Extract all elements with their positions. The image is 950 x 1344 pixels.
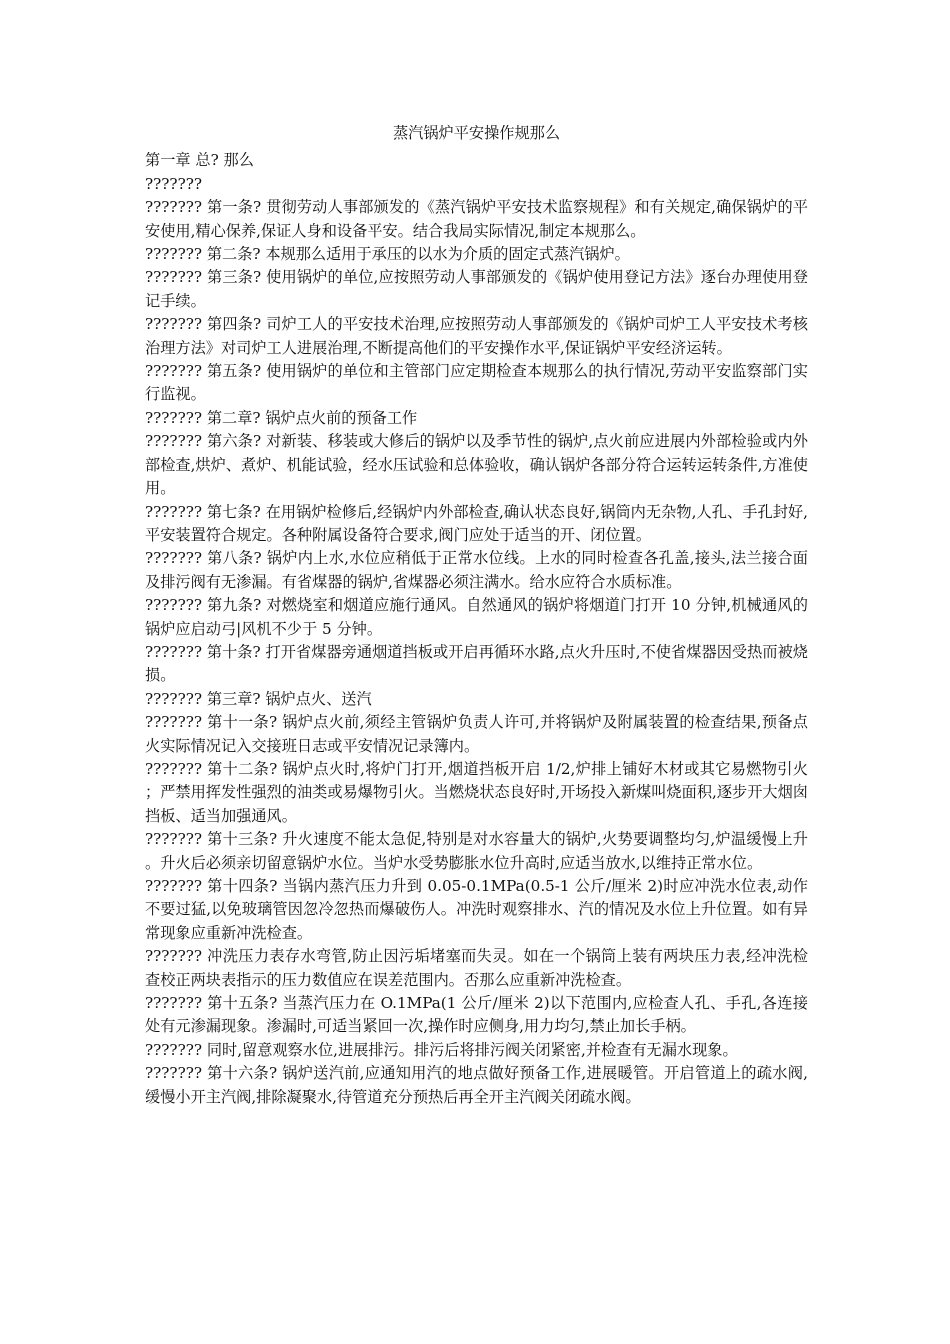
paragraph-article-8: ??????? 第八条? 锅炉内上水,水位应稍低于正常水位线。上水的同时检查各孔盖,接头,法兰接合面及排污阀有无渗漏。有省煤器的锅炉,省煤器必须注满水。给水应符合水质标准。	[145, 549, 808, 591]
paragraph-article-11: ??????? 第十一条? 锅炉点火前,须经主管锅炉负责人许可,并将锅炉及附属装置的检查结果,预备点火实际情况记入交接班日志或平安情况记录簿内。	[145, 713, 808, 755]
paragraph-article-15: ??????? 第十五条? 当蒸汽压力在 O.1MPa(1 公斤/厘米 2)以下范围内,应检查人孔、手孔,各连接处有元渗漏现象。渗漏时,可适当紧回一次,操作时应侧身,用力均匀,禁止加长手柄。	[145, 994, 808, 1036]
paragraph-article-9: ??????? 第九条? 对燃烧室和烟道应施行通风。自然通风的锅炉将烟道门打开 10 分钟,机械通风的锅炉应启动弓|风机不少于 5 分钟。	[145, 596, 808, 638]
paragraph-article-16: ??????? 第十六条? 锅炉送汽前,应通知用汽的地点做好预备工作,进展暖管。开启管道上的疏水阀,缓慢小开主汽阀,排除凝聚水,待管道充分预热后再全开主汽阀关闭疏水阀。	[145, 1064, 808, 1106]
paragraph-chapter-2: ??????? 第二章? 锅炉点火前的预备工作	[145, 408, 418, 427]
paragraph-article-3: ??????? 第三条? 使用锅炉的单位,应按照劳动人事部颁发的《锅炉使用登记方法》逐台办理使用登记手续。	[145, 268, 808, 310]
document-title: 蒸汽锅炉平安操作规那么	[392, 124, 561, 142]
paragraph-placeholder: ???????	[145, 174, 202, 193]
paragraph-article-10: ??????? 第十条? 打开省煤器旁通烟道挡板或开启再循环水路,点火升压时,不使省煤器因受热而被烧损。	[145, 642, 808, 685]
paragraph-article-12: ??????? 第十二条? 锅炉点火时,将炉门打开,烟道挡板开启 1/2,炉排上铺好木材或其它易燃物引火；严禁用挥发性强烈的油类或易爆物引火。当燃烧状态良好时,开场投入新煤叫烧面积,逐步开大烟囱挡板、适当加强通风。	[145, 759, 808, 825]
paragraph-article-4: ??????? 第四条? 司炉工人的平安技术治理,应按照劳动人事部颁发的《锅炉司炉工人平安技术考核治理方法》对司炉工人进展治理,不断提高他们的平安操作水平,保证锅炉平安经济运转。	[145, 315, 808, 357]
paragraph-article-7: ??????? 第七条? 在用锅炉检修后,经锅炉内外部检查,确认状态良好,锅筒内无杂物,人孔、手孔封好,平安装置符合规定。各种附属设备符合要求,阀门应处于适当的开、闭位置。	[145, 502, 808, 544]
paragraph-chapter-3: ??????? 第三章? 锅炉点火、送汽	[145, 689, 372, 708]
paragraph-blowdown: ??????? 同时,留意观察水位,进展排污。排污后将排污阀关闭紧密,并检查有无漏水现象。	[145, 1040, 738, 1059]
paragraph-gauge-flush: ??????? 冲洗压力表存水弯管,防止因污垢堵塞而失灵。如在一个锅筒上装有两块压力表,经冲洗检查校正两块表指示的压力数值应在误差范围内。否那么应重新冲洗检查。	[145, 947, 808, 989]
paragraph-article-14: ??????? 第十四条? 当锅内蒸汽压力升到 0.05-0.1MPa(0.5-1 公斤/厘米 2)时应冲洗水位表,动作不要过猛,以免玻璃管因忽冷忽热而爆破伤人。冲洗时观察排水、汽的情况及水位上升位置。如有异常现象应重新冲洗检查。	[145, 877, 808, 942]
paragraph-article-6: ??????? 第六条? 对新装、移装或大修后的锅炉以及季节性的锅炉,点火前应进展内外部检验或内外部检查,烘炉、煮炉、机能试验，经水压试验和总体验收，确认锅炉各部分符合运转运转条件,方准使用。	[145, 432, 808, 498]
paragraph-article-1: ??????? 第一条? 贯彻劳动人事部颁发的《蒸汽锅炉平安技术监察规程》和有关规定,确保锅炉的平安使用,精心保养,保证人身和设备平安。结合我局实际情况,制定本规那么。	[145, 198, 808, 240]
paragraph-chapter-1: 第一章 总? 那么	[145, 151, 254, 170]
paragraph-article-2: ??????? 第二条? 本规那么适用于承压的以水为介质的固定式蒸汽锅炉。	[145, 245, 630, 264]
paragraph-article-13: ??????? 第十三条? 升火速度不能太急促,特别是对水容量大的锅炉,火势要调整均匀,炉温缓慢上升。升火后必须亲切留意锅炉水位。当炉水受势膨胀水位升高时,应适当放水,以维持正常水位。	[145, 830, 808, 872]
document-body	[145, 122, 808, 1109]
paragraph-article-5: ??????? 第五条? 使用锅炉的单位和主管部门应定期检查本规那么的执行情况,劳动平安监察部门实行监视。	[145, 362, 808, 404]
